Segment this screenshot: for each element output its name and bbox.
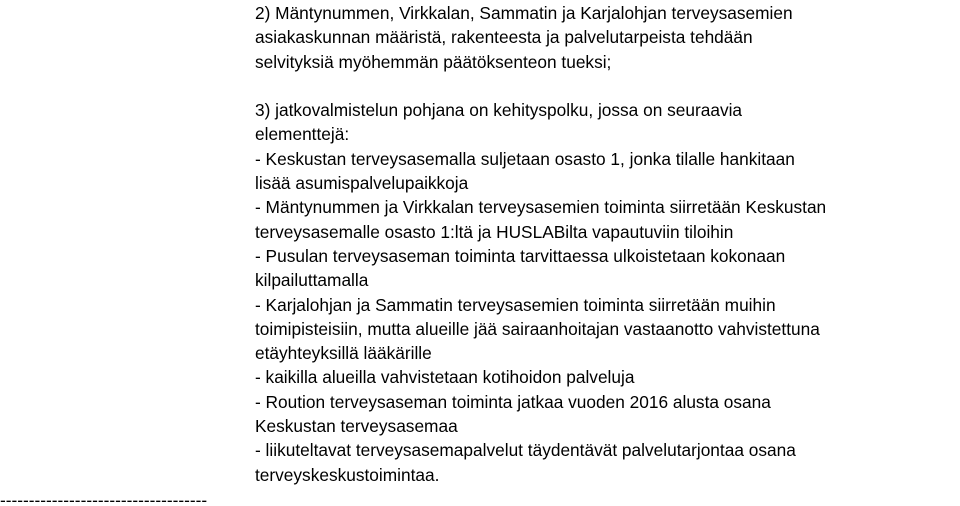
- document-body: [255, 1, 960, 487]
- text-line: asiakaskunnan määristä, rakenteesta ja palvelutarpeista tehdään: [255, 27, 753, 48]
- text-line: selvityksiä myöhemmän päätöksenteon tueksi;: [255, 51, 612, 72]
- text-line: - liikuteltavat terveysasemapalvelut täydentävät palvelutarjontaa osana: [255, 440, 796, 461]
- paragraph-2: [255, 1, 960, 74]
- paragraph-gap: [255, 74, 960, 98]
- text-line: elementtejä:: [255, 124, 350, 145]
- text-line: toimipisteisiin, mutta alueille jää sairaanhoitajan vastaanotto vahvistettuna: [255, 318, 820, 339]
- text-line: terveyskeskustoimintaa.: [255, 464, 440, 485]
- text-line: - Keskustan terveysasemalla suljetaan osasto 1, jonka tilalle hankitaan: [255, 148, 795, 169]
- text-line: kilpailuttamalla: [255, 270, 369, 291]
- paragraph-3: [255, 98, 960, 487]
- text-line: - Mäntynummen ja Virkkalan terveysasemien toiminta siirretään Keskustan: [255, 197, 827, 218]
- text-line: - Karjalohjan ja Sammatin terveysasemien toiminta siirretään muihin: [255, 294, 776, 315]
- text-line: terveysasemalle osasto 1:ltä ja HUSLABilta vapautuviin tiloihin: [255, 221, 734, 242]
- separator-line: ------------------------------------: [0, 490, 208, 506]
- text-line: Keskustan terveysasemaa: [255, 416, 458, 437]
- text-line: - kaikilla alueilla vahvistetaan kotihoidon palveluja: [255, 367, 635, 388]
- text-line: 3) jatkovalmistelun pohjana on kehityspolku, jossa on seuraavia: [255, 100, 743, 121]
- text-line: - Roution terveysaseman toiminta jatkaa vuoden 2016 alusta osana: [255, 391, 771, 412]
- text-line: 2) Mäntynummen, Virkkalan, Sammatin ja Karjalohjan terveysasemien: [255, 3, 793, 23]
- text-line: - Pusulan terveysaseman toiminta tarvittaessa ulkoistetaan kokonaan: [255, 245, 786, 266]
- text-line: lisää asumispalvelupaikkoja: [255, 173, 469, 194]
- text-line: etäyhteyksillä lääkärille: [255, 343, 432, 364]
